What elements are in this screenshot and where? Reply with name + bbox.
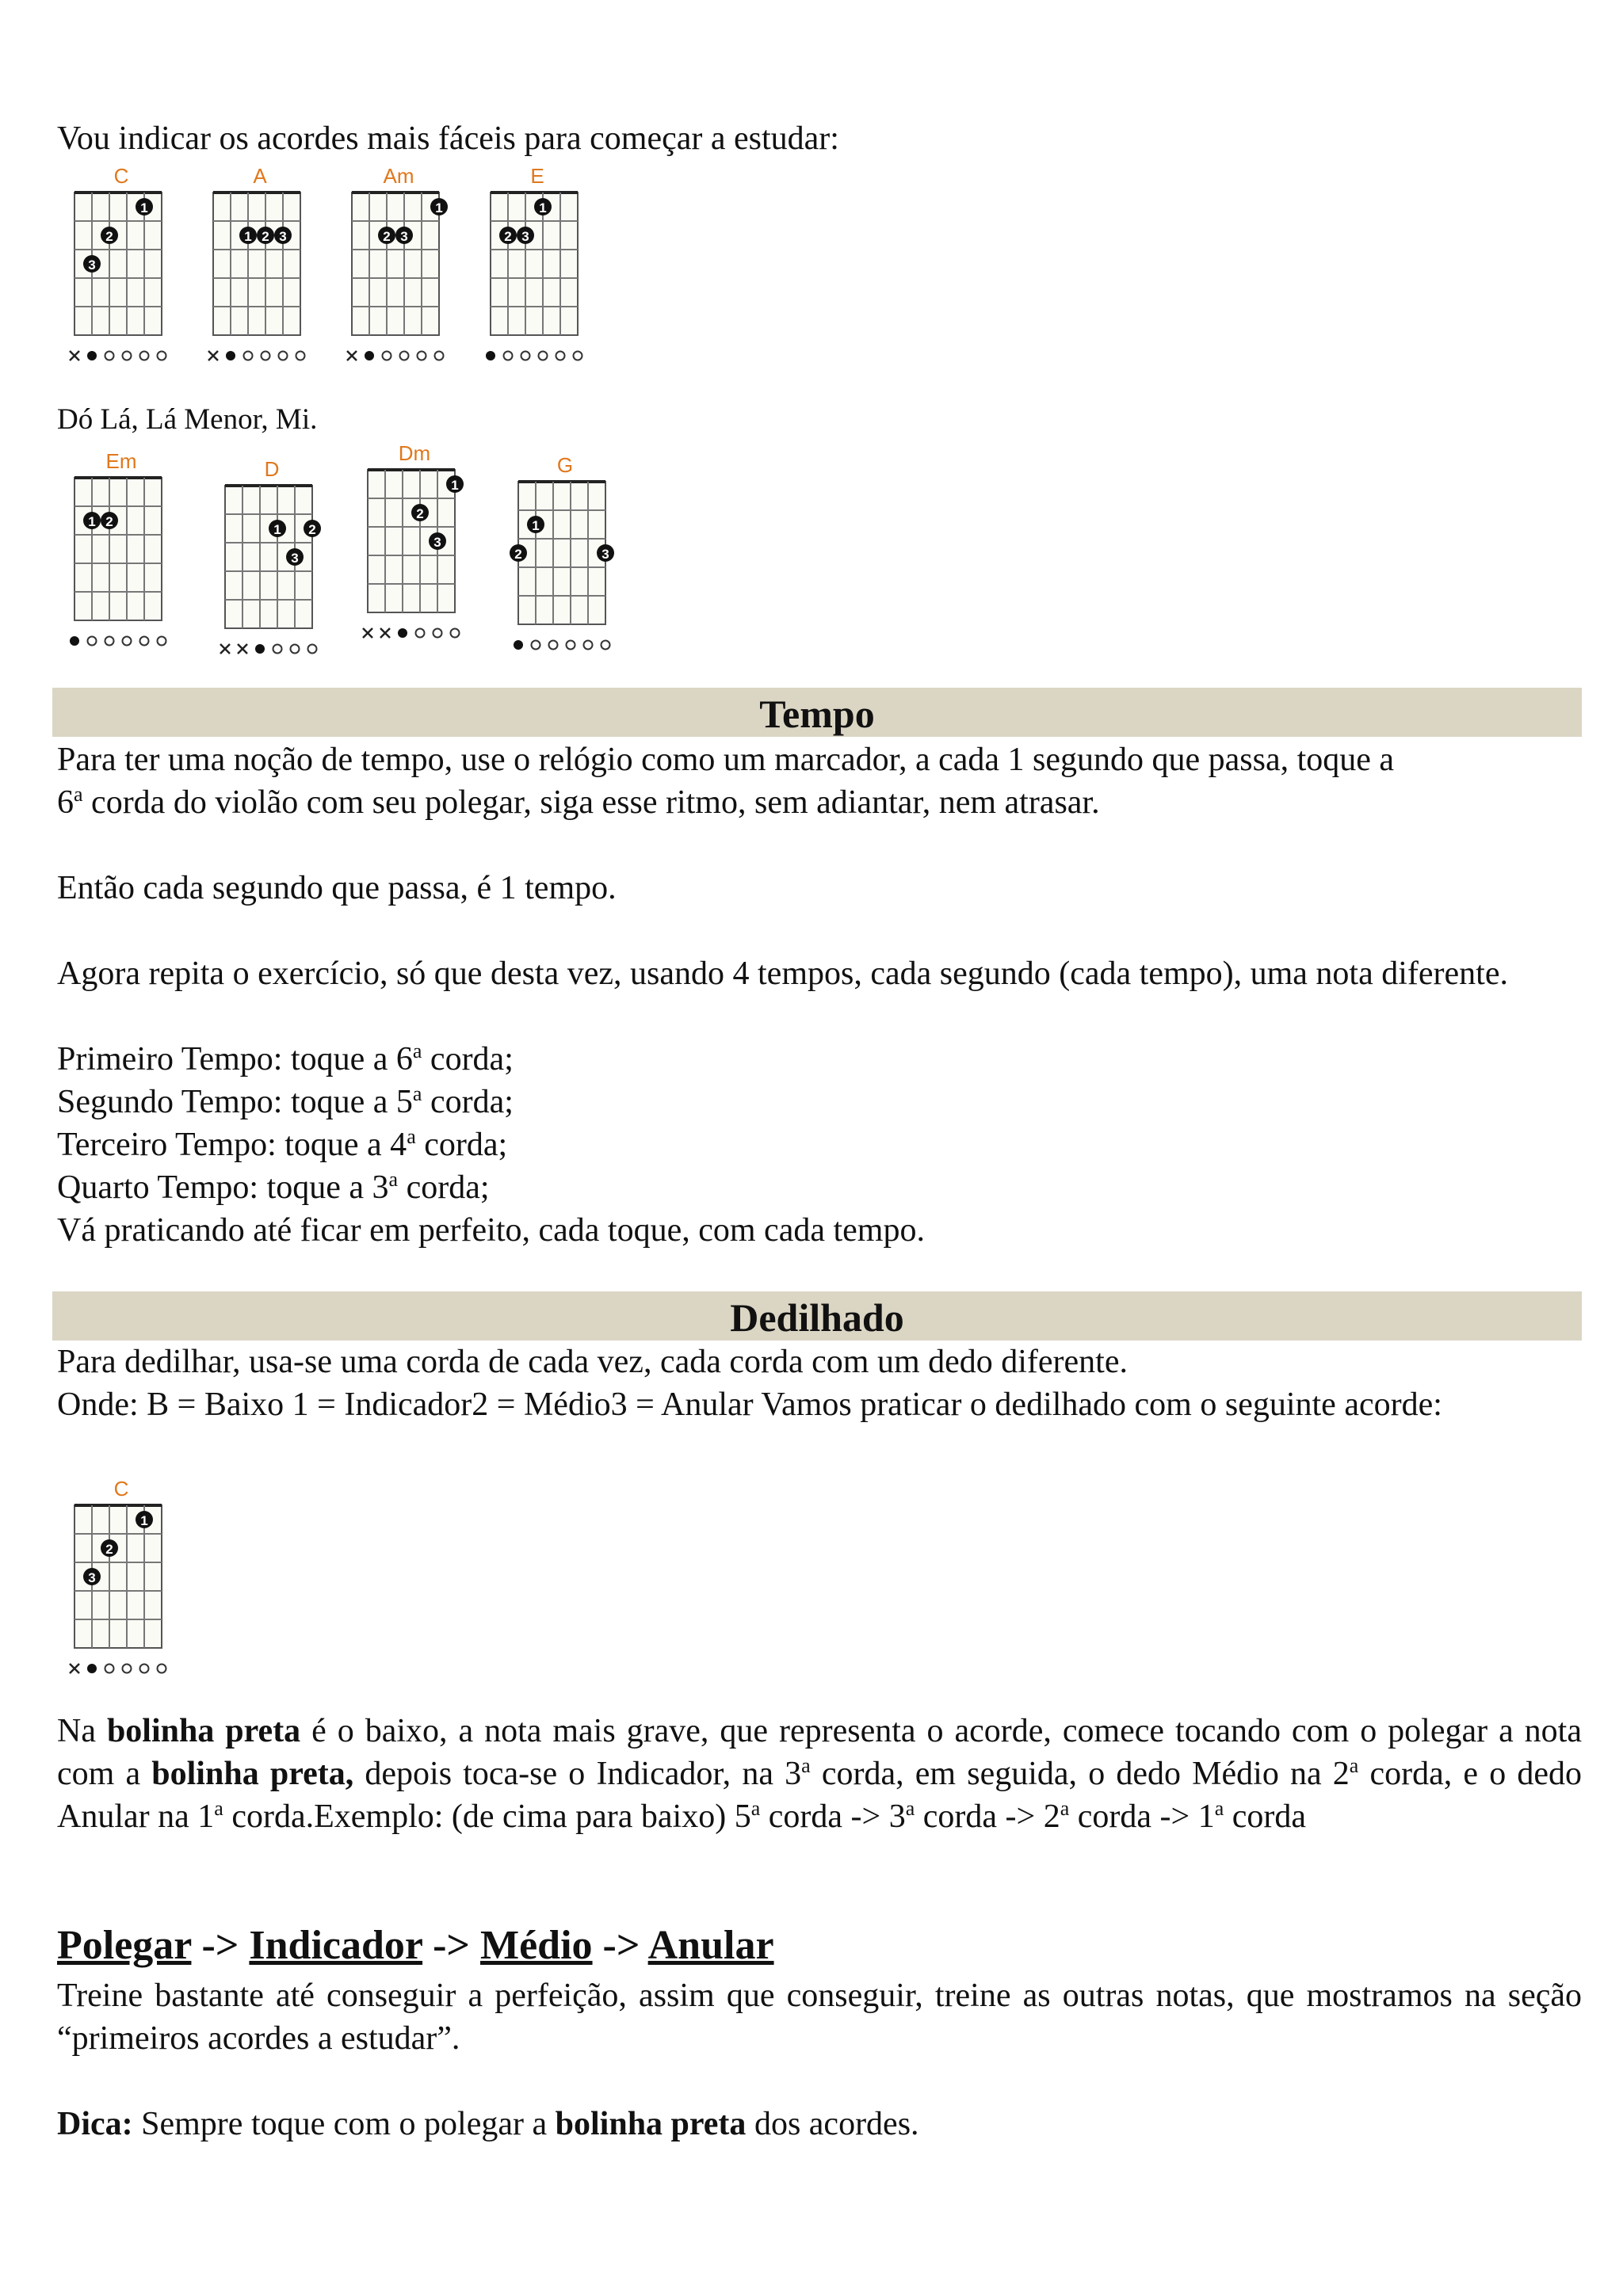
open-string-marker [140, 1665, 149, 1673]
open-string-marker [105, 352, 114, 360]
muted-string-marker [347, 351, 357, 360]
tempo-step: Terceiro Tempo: toque a 4$^a$ corda; [57, 1125, 508, 1163]
finger-number: 3 [601, 547, 609, 562]
finger-number: 1 [140, 200, 148, 215]
open-string-marker [105, 637, 114, 646]
muted-string-marker [208, 351, 218, 360]
chord-diagram [341, 162, 475, 364]
bass-note-marker [255, 644, 265, 654]
chord-diagram [63, 1475, 198, 1677]
bass-note-marker [87, 351, 97, 360]
fretboard [352, 193, 439, 335]
finger-number: 1 [140, 1513, 148, 1528]
open-string-marker [567, 641, 575, 650]
finger-number: 2 [504, 229, 512, 244]
tempo-paragraph-2: Então cada segundo que passa, é 1 tempo. [57, 870, 617, 906]
finger-number: 3 [400, 229, 408, 244]
bass-note-marker [398, 628, 407, 638]
intro-text: Vou indicar os acordes mais fáceis para começar a estudar: [57, 120, 839, 157]
tempo-paragraph-3: Agora repita o exercício, só que desta vez, usando 4 tempos, cada segundo (cada tempo), uma nota diferente. [57, 955, 1508, 992]
open-string-marker [279, 352, 288, 360]
tempo-section-header [52, 688, 1582, 737]
bass-note-marker [87, 1664, 97, 1673]
open-string-marker [123, 637, 132, 646]
finger-number: 1 [451, 478, 459, 493]
chord-caption: Dó Lá, Lá Menor, Mi. [57, 403, 318, 436]
muted-string-marker [363, 628, 372, 638]
finger-number: 2 [416, 506, 424, 521]
chord-diagram [507, 452, 642, 654]
chord-name-label: C [113, 164, 129, 188]
open-string-marker [504, 352, 513, 360]
tempo-step: Primeiro Tempo: toque a 6$^a$ corda; [57, 1039, 514, 1077]
open-string-marker [244, 352, 253, 360]
dedilhado-section-header [52, 1291, 1582, 1341]
practice-paragraph: Treine bastante até conseguir a perfeição, assim que conseguir, treine as outras notas, que mostramos na seção “primeiros acordes a estudar”. [57, 1978, 1582, 2057]
fretboard [74, 478, 162, 620]
open-string-marker [291, 645, 300, 654]
dedilhado-paragraph-1: Para dedilhar, usa-se uma corda de cada vez, cada corda com um dedo diferente. [57, 1344, 1128, 1380]
chord-diagram [63, 448, 198, 650]
finger-number: 3 [291, 551, 299, 566]
tempo-title: Tempo [759, 692, 875, 736]
chord-name-label: A [253, 164, 267, 188]
tempo-paragraph-1: Para ter uma noção de tempo, use o relógio como um marcador, a cada 1 segundo que passa, toque a [57, 742, 1395, 778]
open-string-marker [574, 352, 582, 360]
finger-number: 1 [88, 514, 96, 529]
finger-sequence-heading: Polegar -> Indicador -> Médio -> Anular [57, 1923, 774, 1968]
fretboard [213, 193, 300, 335]
open-string-marker [601, 641, 610, 650]
chord-name-label: C [113, 1477, 129, 1501]
open-string-marker [105, 1665, 114, 1673]
chord-diagram [357, 440, 491, 642]
finger-number: 3 [433, 535, 441, 550]
dedilhado-paragraph-2: Onde: B = Baixo 1 = Indicador2 = Médio3 = Anular Vamos praticar o dedilhado com o seguinte acorde: [57, 1386, 1442, 1423]
finger-number: 2 [105, 229, 113, 244]
open-string-marker [532, 641, 540, 650]
chord-name-label: E [530, 164, 544, 188]
fretboard [518, 482, 605, 624]
open-string-marker [433, 629, 442, 638]
finger-number: 2 [514, 547, 522, 562]
open-string-marker [521, 352, 530, 360]
muted-string-marker [70, 1664, 79, 1673]
bass-note-marker [70, 636, 79, 646]
open-string-marker [584, 641, 593, 650]
bass-note-marker [514, 640, 523, 650]
tempo-closing: Vá praticando até ficar em perfeito, cada toque, com cada tempo. [57, 1212, 925, 1249]
finger-number: 1 [273, 522, 281, 537]
chord-name-label: G [556, 453, 574, 477]
open-string-marker [262, 352, 270, 360]
finger-number: 1 [539, 200, 547, 215]
open-string-marker [140, 352, 149, 360]
chord-name-label: Am [383, 164, 414, 188]
finger-number: 3 [88, 1570, 96, 1585]
open-string-marker [158, 637, 166, 646]
open-string-marker [123, 1665, 132, 1673]
tempo-paragraph-1-cont: 6$^a$ corda do violão com seu polegar, siga esse ritmo, sem adiantar, nem atrasar. [57, 783, 1100, 821]
open-string-marker [383, 352, 391, 360]
open-string-marker [88, 637, 97, 646]
bass-note-marker [365, 351, 374, 360]
finger-number: 2 [383, 229, 391, 244]
tip-paragraph: Dica: Sempre toque com o polegar a bolinha preta dos acordes. [57, 2106, 919, 2142]
chord-diagram [202, 162, 337, 364]
finger-number: 2 [105, 1542, 113, 1557]
chord-name-label: Em [105, 449, 137, 473]
muted-string-marker [238, 644, 247, 654]
open-string-marker [400, 352, 409, 360]
chord-name-label: Dm [398, 441, 431, 465]
open-string-marker [556, 352, 565, 360]
open-string-marker [539, 352, 548, 360]
open-string-marker [158, 352, 166, 360]
finger-number: 2 [308, 522, 316, 537]
open-string-marker [416, 629, 425, 638]
muted-string-marker [380, 628, 390, 638]
open-string-marker [123, 352, 132, 360]
open-string-marker [418, 352, 426, 360]
open-string-marker [273, 645, 282, 654]
chord-name-label: D [264, 457, 280, 481]
chord-diagram [214, 456, 349, 658]
open-string-marker [296, 352, 305, 360]
finger-number: 3 [521, 229, 529, 244]
muted-string-marker [70, 351, 79, 360]
dedilhado-title: Dedilhado [730, 1295, 904, 1340]
chord-diagram [63, 162, 198, 364]
open-string-marker [140, 637, 149, 646]
bass-note-marker [486, 351, 495, 360]
fretboard [491, 193, 578, 335]
open-string-marker [451, 629, 460, 638]
open-string-marker [549, 641, 558, 650]
open-string-marker [308, 645, 317, 654]
finger-number: 1 [244, 229, 252, 244]
tempo-step: Segundo Tempo: toque a 5$^a$ corda; [57, 1082, 514, 1120]
bass-note-marker [226, 351, 235, 360]
open-string-marker [158, 1665, 166, 1673]
explanation-paragraph: Na bolinha preta é o baixo, a nota mais grave, que representa o acorde, comece tocando com o polegar a nota com a bolinha preta, depois toca-se o Indicador, na 3$^a$ corda, em seguida, o dedo Médio na 2$^a$ corda, e o dedo Anular na 1$^a$ corda.Exemplo: (de cima para baixo) 5$^a$ corda -> $3^a$ corda -> $2^a$ corda -> $1^a$ corda [57, 1713, 1583, 1835]
finger-number: 2 [105, 514, 113, 529]
finger-number: 2 [262, 229, 269, 244]
chord-diagram [479, 162, 614, 364]
finger-number: 3 [88, 257, 96, 273]
open-string-marker [435, 352, 444, 360]
muted-string-marker [220, 644, 230, 654]
tempo-step: Quarto Tempo: toque a 3$^a$ corda; [57, 1168, 490, 1206]
finger-number: 1 [532, 518, 540, 533]
finger-number: 3 [279, 229, 287, 244]
finger-number: 1 [435, 200, 443, 215]
